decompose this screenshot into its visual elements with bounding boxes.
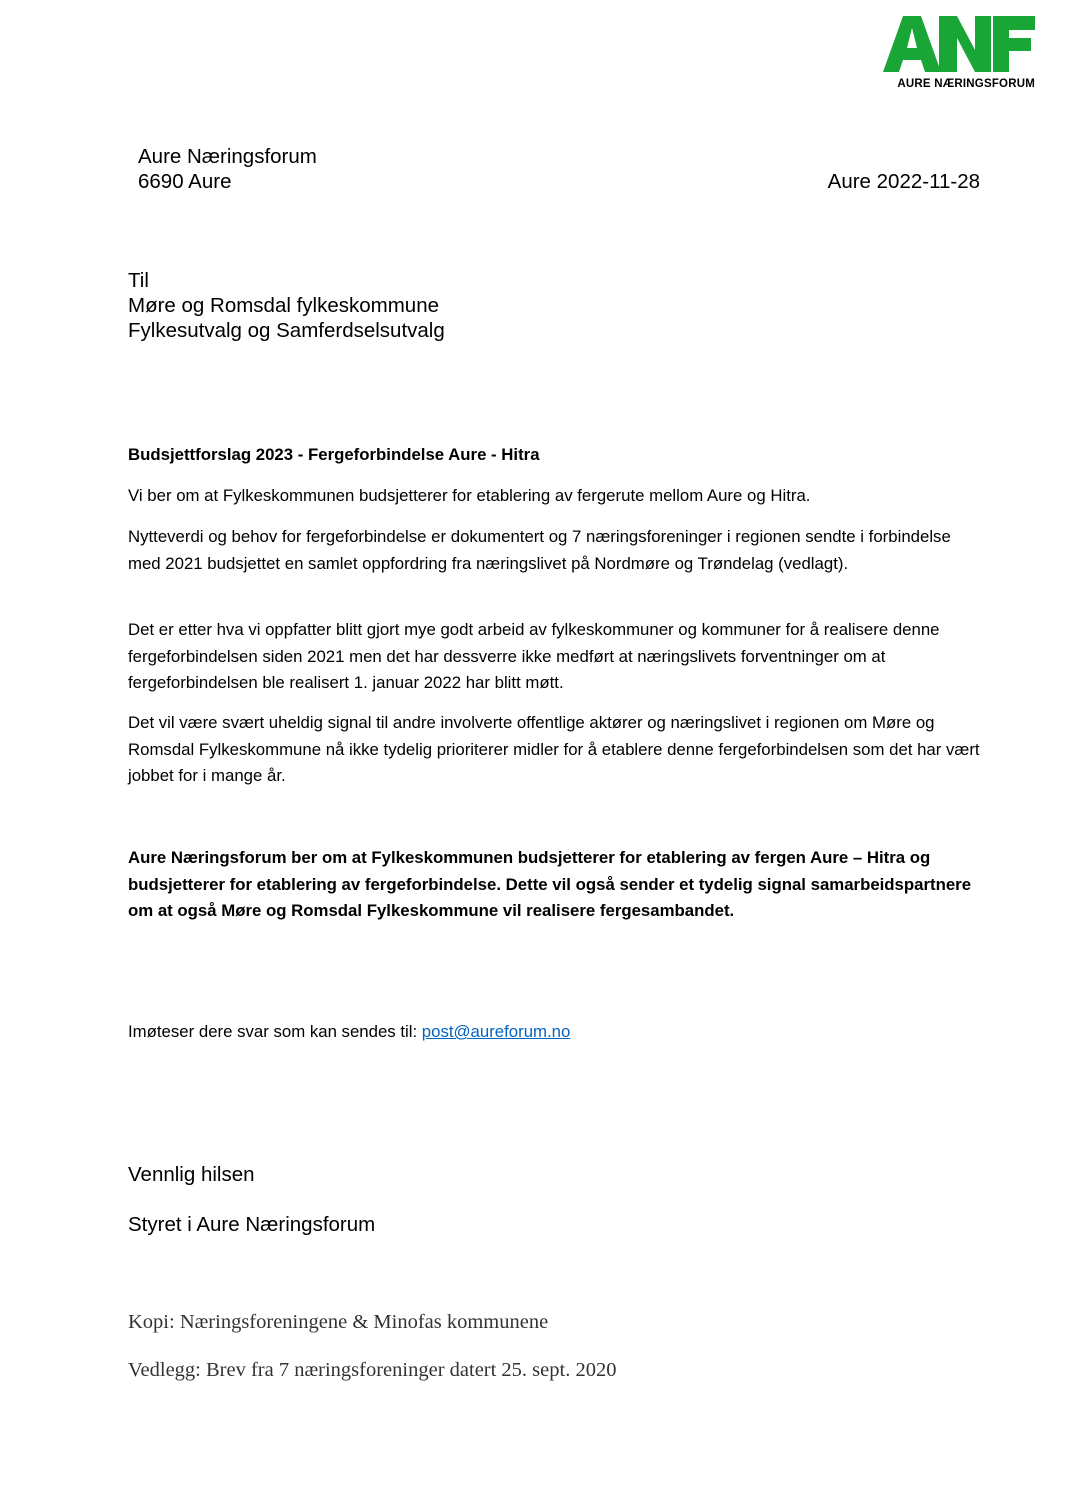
closing: Vennlig hilsen	[128, 1163, 255, 1186]
sender-address	[138, 144, 317, 194]
copy-line: Kopi: Næringsforeningene & Minofas kommunene	[128, 1311, 549, 1333]
logo-name: AURE NÆRINGSFORUM	[897, 78, 1035, 90]
body-paragraph-4: Det vil være svært uheldig signal til andre involverte offentlige aktører og næringslivet i regionen om Møre og Romsdal Fylkeskommune nå ikke tydelig prioriterer midler for å etablere denne fergeforbindelsen som det har vært jobbet for i mange år.	[128, 713, 980, 786]
recipient-organization: Møre og Romsdal fylkeskommune	[128, 294, 440, 317]
date-line: Aure 2022-11-28	[827, 170, 980, 193]
letter-subject: Budsjettforslag 2023 - Fergeforbindelse Aure - Hitra	[128, 445, 540, 464]
recipient-address	[128, 268, 445, 343]
body-paragraph-1: Vi ber om at Fylkeskommunen budsjetterer for etablering av fergerute mellom Aure og Hitra.	[128, 486, 811, 505]
sender-postal: 6690 Aure	[138, 170, 232, 193]
recipient-committees: Fylkesutvalg og Samferdselsutvalg	[128, 319, 445, 342]
body-paragraph-2: Nytteverdi og behov for fergeforbindelse er dokumentert og 7 næringsforeninger i regionen sendte i forbindelse med 2021 budsjettet en samlet oppfordring fra næringslivet på Nordmøre og Trøndelag (vedlagt).	[128, 527, 951, 573]
attachment-line: Vedlegg: Brev fra 7 næringsforeninger datert 25. sept. 2020	[128, 1359, 617, 1381]
anf-logo	[883, 14, 1035, 96]
body-paragraph-3: Det er etter hva vi oppfatter blitt gjort mye godt arbeid av fylkeskommuner og kommuner for å realisere denne fergeforbindelsen siden 2021 men det har dessverre ikke medført at næringslivets forventninger om at fergeforbindelsen ble realisert 1. januar 2022 har blitt møtt.	[128, 620, 940, 693]
email-link[interactable]: post@aureforum.no	[421, 1022, 571, 1041]
recipient-til: Til	[128, 269, 149, 292]
reply-text: Imøteser dere svar som kan sendes til:	[128, 1022, 422, 1041]
reply-line	[128, 1019, 570, 1046]
signature: Styret i Aure Næringsforum	[128, 1213, 376, 1236]
request-paragraph: Aure Næringsforum ber om at Fylkeskommunen budsjetterer for etablering av fergen Aure – Hitra og budsjetterer for etablering av fergeforbindelse. Dette vil også sender et tydelig signal samarbeidspartnere om at også Møre og Romsdal Fylkeskommune vil realisere fergesambandet.	[128, 848, 972, 921]
sender-name: Aure Næringsforum	[138, 145, 317, 168]
anf-logo-mark	[883, 14, 1035, 76]
